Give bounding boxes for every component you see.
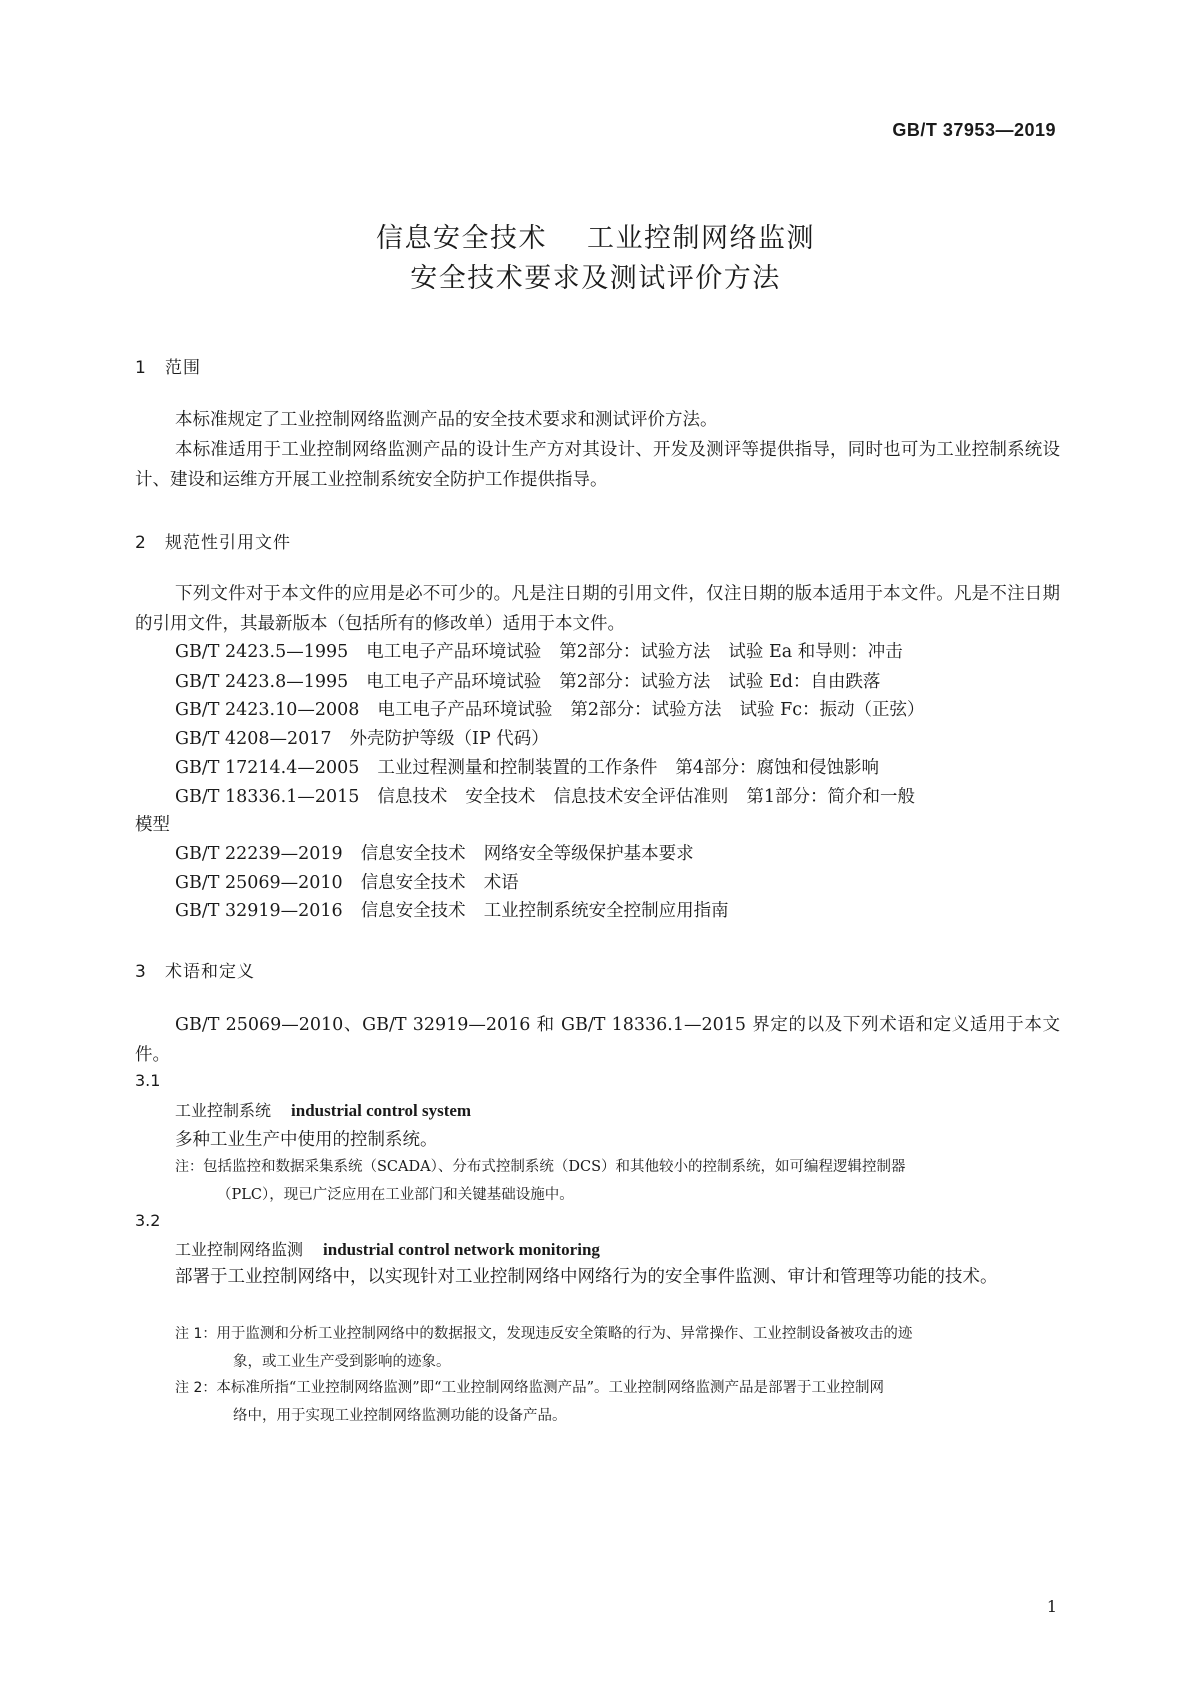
title-part-b: 工业控制网络监测 xyxy=(587,223,815,254)
standard-number: GB/T 37953—2019 xyxy=(892,120,1056,140)
note-label: 注 1： xyxy=(175,1326,217,1342)
term-heading xyxy=(175,1237,600,1260)
reference-item xyxy=(175,868,519,898)
page-number: 1 xyxy=(1046,1597,1057,1616)
reference-title: 第2部分：试验方法 xyxy=(570,700,722,720)
section-number: 3 xyxy=(135,962,147,982)
reference-title: 试验 Ed：自由跌落 xyxy=(728,672,881,692)
reference-title: 术语 xyxy=(483,873,519,893)
reference-title: 信息安全技术 xyxy=(360,873,466,893)
reference-title: 电工电子产品环境试验 xyxy=(377,700,553,720)
term-definition: 多种工业生产中使用的控制系统。 xyxy=(175,1130,438,1150)
reference-title: 工业控制系统安全控制应用指南 xyxy=(483,901,729,921)
section-1-heading xyxy=(135,353,201,378)
section-3-heading xyxy=(135,957,255,982)
term-zh: 工业控制系统 xyxy=(175,1101,272,1120)
reference-title: 信息技术安全评估准则 xyxy=(553,787,729,807)
section-title: 规范性引用文件 xyxy=(165,533,291,553)
term-number: 3.1 xyxy=(135,1071,161,1090)
note-text: 本标准所指“工业控制网络监测”即“工业控制网络监测产品”。工业控制网络监测产品是部署于工业控制网 xyxy=(216,1380,885,1396)
term-zh: 工业控制网络监测 xyxy=(175,1240,304,1259)
reference-item xyxy=(175,896,729,926)
reference-title: 试验 Fc：振动（正弦） xyxy=(739,700,925,720)
reference-title: 工业过程测量和控制装置的工作条件 xyxy=(377,758,658,778)
reference-code: GB/T 2423.5—1995 xyxy=(175,642,349,662)
terms-intro: GB/T 25069—2010、GB/T 32919—2016 和 GB/T 18336.1—2015 界定的以及下列术语和定义适用于本文件。 xyxy=(135,1015,1060,1065)
section-title: 范围 xyxy=(165,358,201,378)
reference-title: 信息技术 xyxy=(377,787,448,807)
reference-title: 第4部分：腐蚀和侵蚀影响 xyxy=(675,758,880,778)
section-title: 术语和定义 xyxy=(165,962,255,982)
reference-code: GB/T 4208—2017 xyxy=(175,729,332,749)
reference-title: 信息安全技术 xyxy=(360,901,466,921)
section-number: 2 xyxy=(135,533,147,553)
reference-title: 电工电子产品环境试验 xyxy=(366,642,542,662)
reference-code: GB/T 18336.1—2015 xyxy=(175,787,360,807)
reference-title: 第2部分：试验方法 xyxy=(559,672,711,692)
title-line-1 xyxy=(0,216,1191,255)
scope-paragraph-2: 本标准适用于工业控制网络监测产品的设计生产方对其设计、开发及测评等提供指导，同时也可为工业控制系统设计、建设和运维方开展工业控制系统安全防护工作提供指导。 xyxy=(135,440,1060,490)
reference-title: 试验 Ea 和导则：冲击 xyxy=(728,642,903,662)
reference-item xyxy=(175,667,880,697)
reference-code: GB/T 2423.10—2008 xyxy=(175,700,360,720)
reference-title: 第1部分：简介和一般 xyxy=(746,787,916,807)
scope-paragraph-1: 本标准规定了工业控制网络监测产品的安全技术要求和测试评价方法。 xyxy=(175,410,718,430)
reference-title: 信息安全技术 xyxy=(360,844,466,864)
reference-item xyxy=(175,782,915,812)
note-text: 用于监测和分析工业控制网络中的数据报文，发现违反安全策略的行为、异常操作、工业控制设备被攻击的迹 xyxy=(216,1326,913,1342)
reference-code: GB/T 32919—2016 xyxy=(175,901,343,921)
reference-code: GB/T 25069—2010 xyxy=(175,873,343,893)
term-note xyxy=(175,1374,1060,1430)
note-text-continuation: （PLC），现已广泛应用在工业部门和关键基础设施中。 xyxy=(217,1187,574,1203)
reference-title: 电工电子产品环境试验 xyxy=(366,672,542,692)
title-part-a: 信息安全技术 xyxy=(376,223,547,254)
term-en: industrial control system xyxy=(291,1101,472,1120)
term-note xyxy=(175,1320,1060,1376)
term-number: 3.2 xyxy=(135,1211,161,1230)
reference-title: 网络安全等级保护基本要求 xyxy=(483,844,694,864)
term-en: industrial control network monitoring xyxy=(323,1240,600,1259)
note-text-continuation: 象，或工业生产受到影响的迹象。 xyxy=(233,1354,451,1370)
reference-title: 安全技术 xyxy=(465,787,536,807)
note-label: 注： xyxy=(175,1159,203,1175)
section-number: 1 xyxy=(135,358,147,378)
reference-continuation: 模型 xyxy=(135,815,170,835)
reference-item xyxy=(175,839,694,869)
section-2-heading xyxy=(135,528,291,553)
references-intro: 下列文件对于本文件的应用是必不可少的。凡是注日期的引用文件，仅注日期的版本适用于本文件。凡是不注日期的引用文件，其最新版本（包括所有的修改单）适用于本文件。 xyxy=(135,584,1060,634)
note-text-continuation: 络中，用于实现工业控制网络监测功能的设备产品。 xyxy=(233,1408,567,1424)
term-note xyxy=(175,1153,1060,1209)
reference-code: GB/T 2423.8—1995 xyxy=(175,672,349,692)
reference-item xyxy=(175,637,903,667)
title-line-2: 安全技术要求及测试评价方法 xyxy=(410,263,781,294)
reference-title: 第2部分：试验方法 xyxy=(559,642,711,662)
note-label: 注 2： xyxy=(175,1380,217,1396)
term-heading xyxy=(175,1098,471,1121)
reference-title: 外壳防护等级（IP 代码） xyxy=(349,729,549,749)
reference-item xyxy=(175,753,879,783)
reference-code: GB/T 17214.4—2005 xyxy=(175,758,360,778)
term-definition: 部署于工业控制网络中，以实现针对工业控制网络中网络行为的安全事件监测、审计和管理等功能的技术。 xyxy=(175,1267,998,1287)
note-text: 包括监控和数据采集系统（SCADA）、分布式控制系统（DCS）和其他较小的控制系统，如可编程逻辑控制器 xyxy=(203,1159,906,1175)
reference-item xyxy=(175,724,549,754)
reference-item xyxy=(175,695,925,725)
reference-code: GB/T 22239—2019 xyxy=(175,844,343,864)
